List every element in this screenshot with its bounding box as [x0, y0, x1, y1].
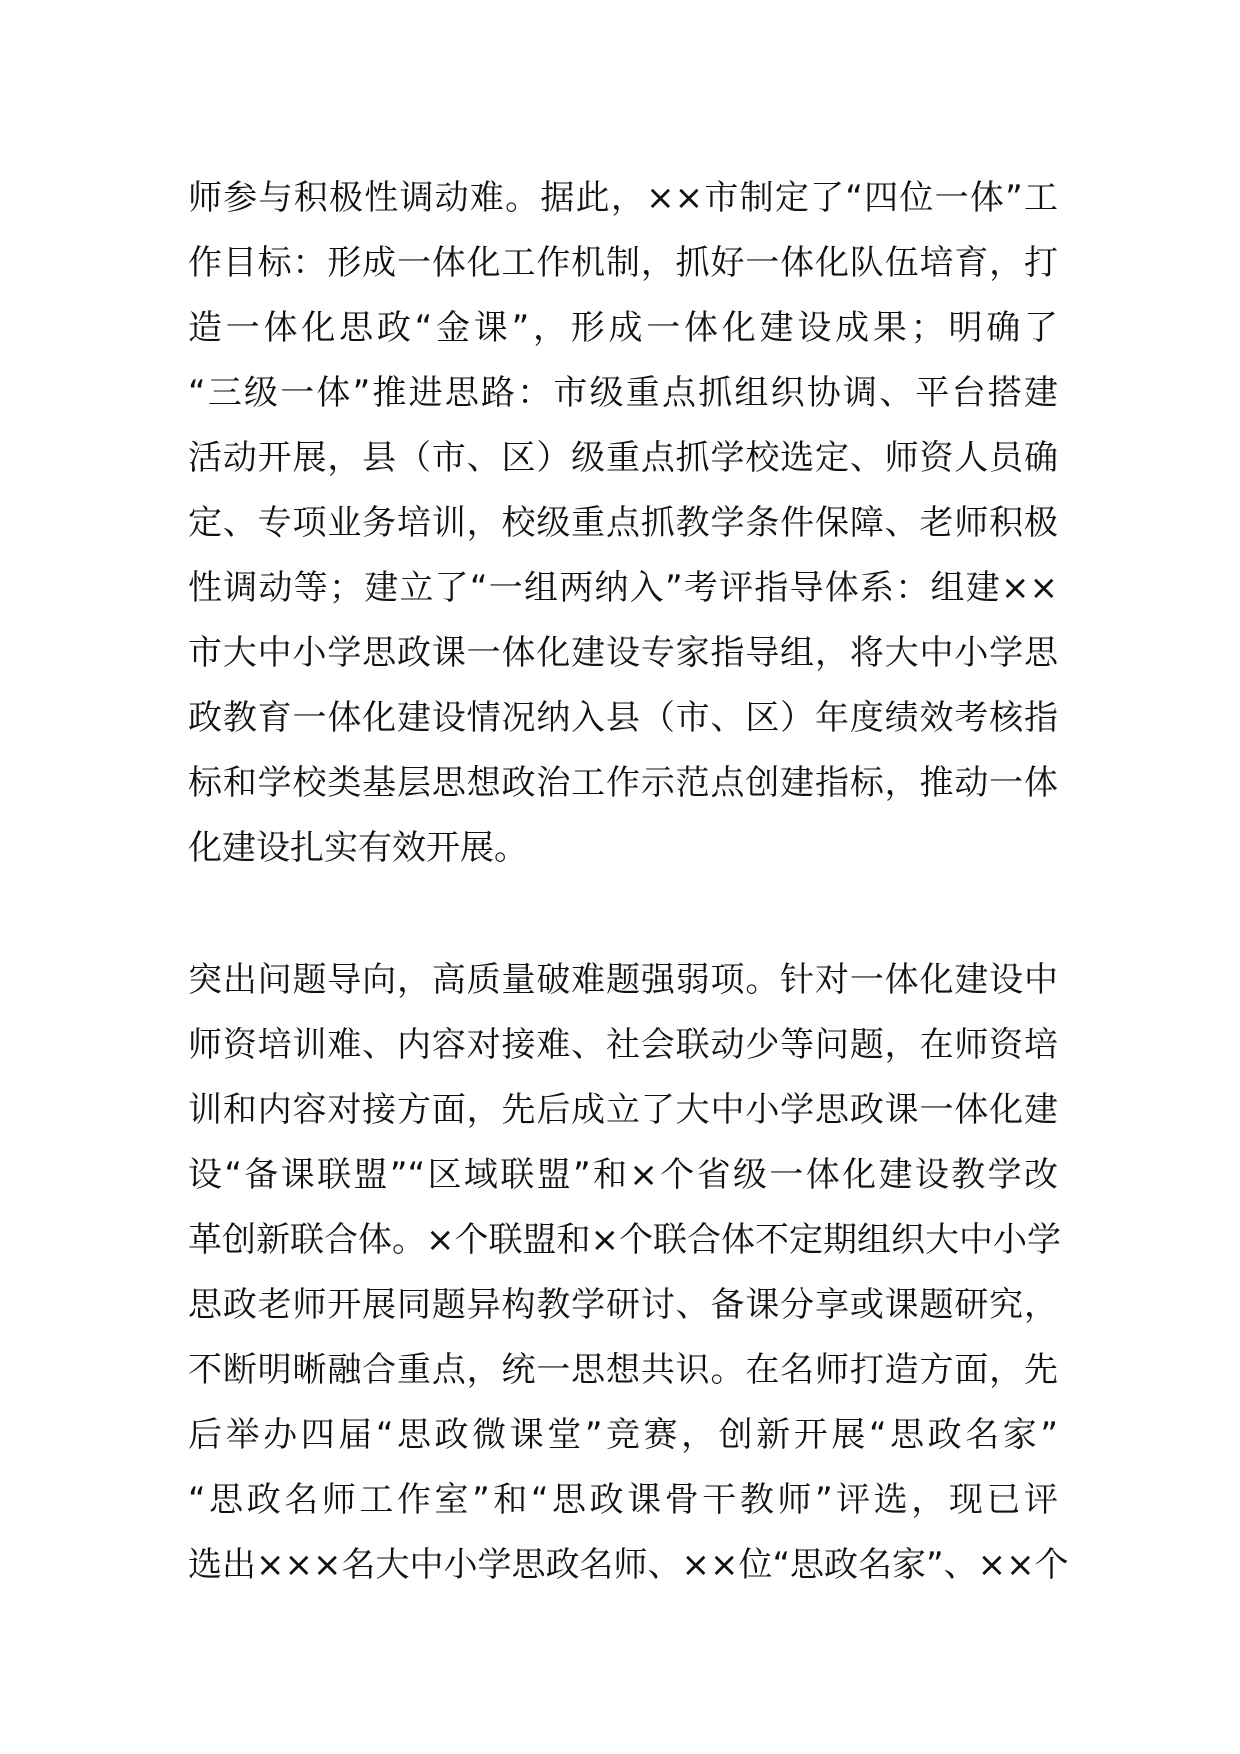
- text-line: “三级一体”推进思路：市级重点抓组织协调、平台搭建: [188, 373, 1058, 413]
- text-line: 思政老师开展同题异构教学研讨、备课分享或课题研究，: [188, 1285, 1058, 1325]
- text-line: 性调动等；建立了“一组两纳入”考评指导体系：组建××: [188, 568, 1058, 608]
- text-line: 训和内容对接方面，先后成立了大中小学思政课一体化建: [188, 1090, 1058, 1130]
- text-line: 市大中小学思政课一体化建设专家指导组，将大中小学思: [188, 633, 1058, 673]
- text-line: 定、专项业务培训，校级重点抓教学条件保障、老师积极: [188, 503, 1058, 543]
- text-line: 活动开展，县（市、区）级重点抓学校选定、师资人员确: [188, 438, 1058, 478]
- text-line: 选出×××名大中小学思政名师、××位“思政名家”、××个: [188, 1545, 1069, 1585]
- text-line: 政教育一体化建设情况纳入县（市、区）年度绩效考核指: [188, 698, 1058, 738]
- text-line: 造一体化思政“金课”，形成一体化建设成果；明确了: [188, 308, 1058, 348]
- text-line: 作目标：形成一体化工作机制，抓好一体化队伍培育，打: [188, 243, 1058, 283]
- text-line: 师参与积极性调动难。据此，××市制定了“四位一体”工: [188, 178, 1058, 218]
- text-line: 革创新联合体。×个联盟和×个联合体不定期组织大中小学: [188, 1220, 1061, 1260]
- text-line: 不断明晰融合重点，统一思想共识。在名师打造方面，先: [188, 1350, 1058, 1390]
- text-line: 化建设扎实有效开展。: [188, 828, 528, 868]
- paragraph-1: [188, 166, 1058, 881]
- paragraph-2: [188, 948, 1069, 1598]
- text-line: 标和学校类基层思想政治工作示范点创建指标，推动一体: [188, 763, 1058, 803]
- text-line: 突出问题导向，高质量破难题强弱项。针对一体化建设中: [188, 960, 1058, 1000]
- text-line: 后举办四届“思政微课堂”竞赛，创新开展“思政名家”: [188, 1415, 1058, 1455]
- text-line: 设“备课联盟”“区域联盟”和×个省级一体化建设教学改: [188, 1155, 1058, 1195]
- text-line: “思政名师工作室”和“思政课骨干教师”评选，现已评: [188, 1480, 1058, 1520]
- text-line: 师资培训难、内容对接难、社会联动少等问题，在师资培: [188, 1025, 1058, 1065]
